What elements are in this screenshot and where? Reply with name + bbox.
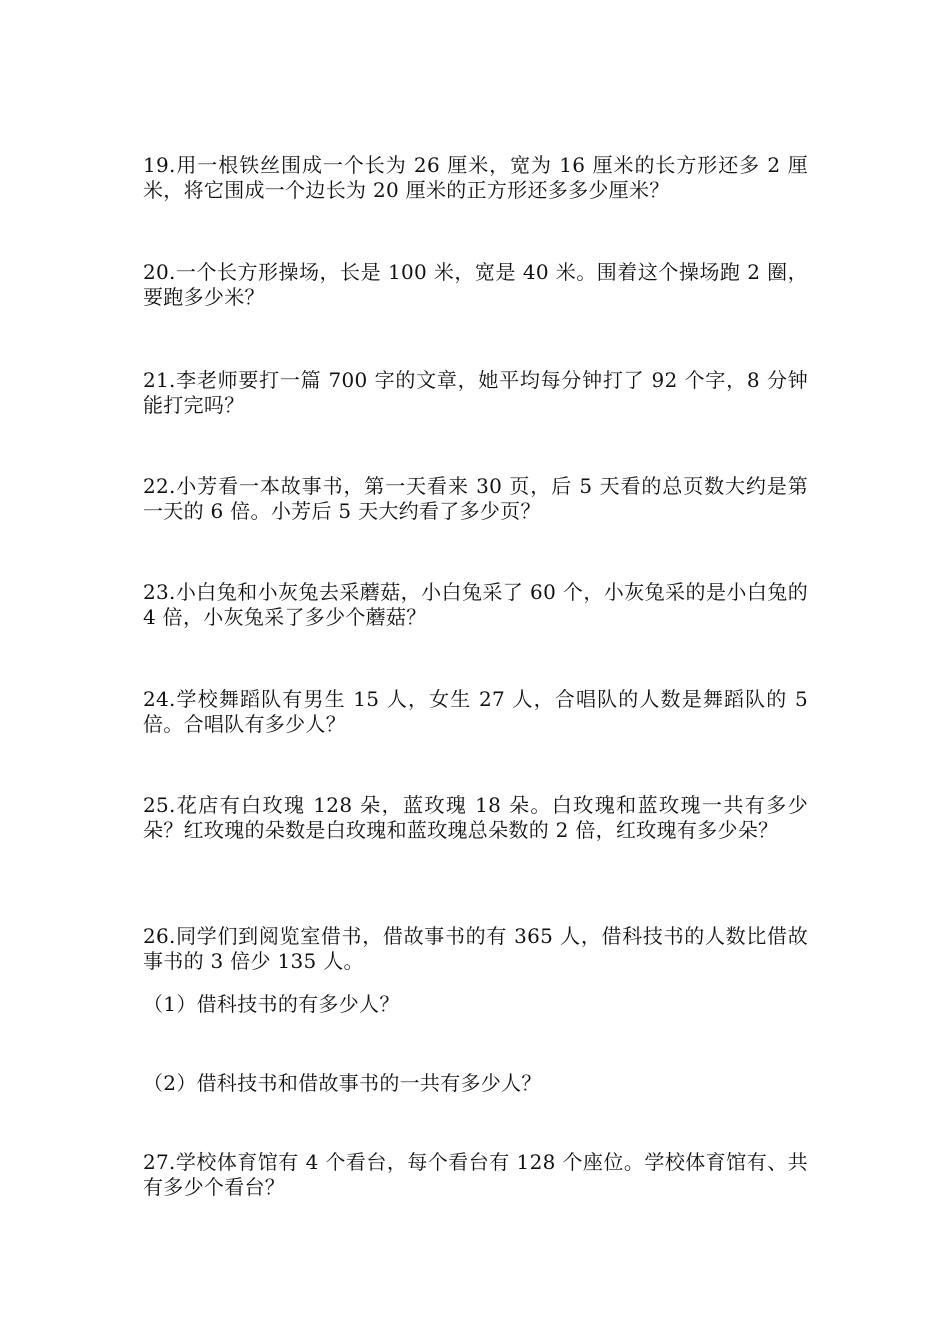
problem-20: 20.一个长方形操场，长是 100 米，宽是 40 米。围着这个操场跑 2 圈，要跑多少米？: [143, 260, 808, 309]
problem-21: 21.李老师要打一篇 700 字的文章，她平均每分钟打了 92 个字，8 分钟能打完吗？: [143, 368, 808, 417]
problem-22: 22.小芳看一本故事书，第一天看来 30 页，后 5 天看的总页数大约是第一天的 6 倍。小芳后 5 天大约看了多少页？: [143, 474, 808, 523]
problem-26: 26.同学们到阅览室借书，借故事书的有 365 人，借科技书的人数比借故事书的 3 倍少 135 人。: [143, 924, 808, 973]
problem-25: 25.花店有白玫瑰 128 朵，蓝玫瑰 18 朵。白玫瑰和蓝玫瑰一共有多少朵？红玫瑰的朵数是白玫瑰和蓝玫瑰总朵数的 2 倍，红玫瑰有多少朵？: [143, 793, 808, 842]
problem-26-part-2: （2）借科技书和借故事书的一共有多少人？: [143, 1071, 542, 1095]
problem-27: 27.学校体育馆有 4 个看台，每个看台有 128 个座位。学校体育馆有、共有多少个看台？: [143, 1150, 808, 1199]
problem-23: 23.小白兔和小灰兔去采蘑菇，小白兔采了 60 个，小灰兔采的是小白兔的 4 倍，小灰兔采了多少个蘑菇？: [143, 580, 808, 629]
problem-24: 24.学校舞蹈队有男生 15 人，女生 27 人，合唱队的人数是舞蹈队的 5 倍。合唱队有多少人？: [143, 687, 808, 736]
problem-26-part-1: （1）借科技书的有多少人？: [143, 992, 400, 1016]
problem-19: 19.用一根铁丝围成一个长为 26 厘米，宽为 16 厘米的长方形还多 2 厘米，将它围成一个边长为 20 厘米的正方形还多多少厘米？: [143, 153, 808, 202]
